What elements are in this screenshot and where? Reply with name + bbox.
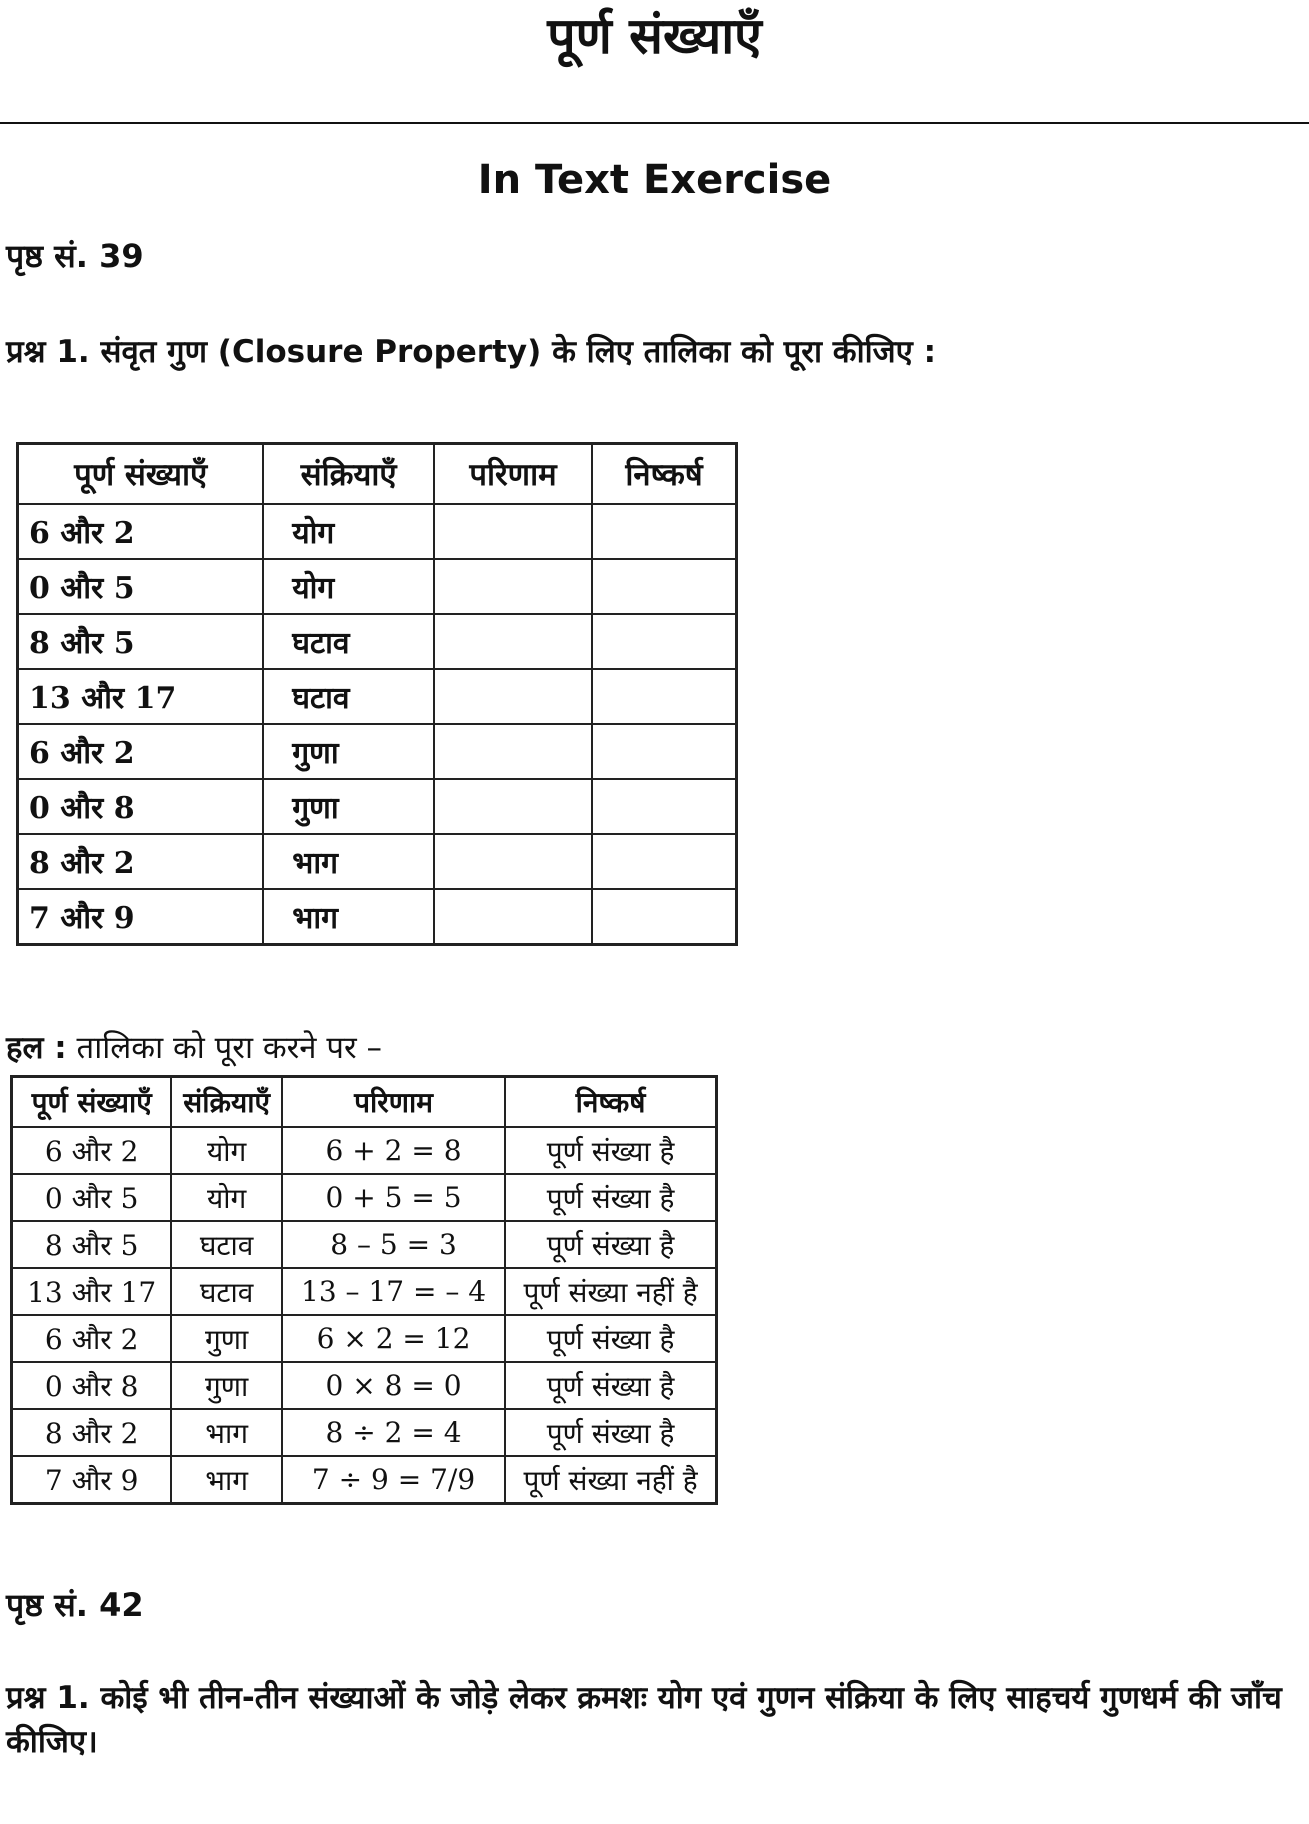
cell-numbers: 0 और 8 [18,779,264,834]
cell-conclusion: पूर्ण संख्या नहीं है [505,1456,716,1504]
question-table [16,442,738,946]
cell-numbers: 6 और 2 [12,1315,172,1362]
section-subtitle: In Text Exercise [477,157,832,203]
cell-operation: भाग [171,1409,282,1456]
cell-numbers: 6 और 2 [12,1127,172,1174]
cell-numbers: 0 और 8 [12,1362,172,1409]
cell-conclusion [592,614,736,669]
page-number-label-39: पृष्ठ सं. 39 [6,237,144,275]
solution-table [10,1075,718,1505]
cell-operation: गुणा [263,724,434,779]
table-row [18,834,737,889]
solution-text: तालिका को पूरा करने पर – [66,1030,383,1066]
table-row [18,669,737,724]
cell-conclusion [592,504,736,559]
table-row [18,504,737,559]
cell-conclusion: पूर्ण संख्या नहीं है [505,1268,716,1315]
cell-result [434,614,592,669]
cell-conclusion [592,724,736,779]
cell-operation: घटाव [263,669,434,724]
cell-conclusion: पूर्ण संख्या है [505,1174,716,1221]
table-row [18,889,737,945]
table-row [12,1315,717,1362]
cell-numbers: 6 और 2 [18,504,264,559]
header-divider [0,122,1309,124]
header-whole-numbers: पूर्ण संख्याएँ [12,1077,172,1128]
header-whole-numbers: पूर्ण संख्याएँ [18,444,264,505]
cell-operation: योग [263,559,434,614]
table-row [18,614,737,669]
table-row [18,724,737,779]
table-row [12,1221,717,1268]
cell-result: 8 – 5 = 3 [282,1221,505,1268]
header-result: परिणाम [434,444,592,505]
table-header-row [12,1077,717,1128]
cell-result: 6 + 2 = 8 [282,1127,505,1174]
table-row [18,779,737,834]
cell-numbers: 0 और 5 [12,1174,172,1221]
cell-conclusion [592,889,736,945]
cell-operation: योग [171,1174,282,1221]
header-conclusion: निष्कर्ष [505,1077,716,1128]
cell-operation: गुणा [171,1315,282,1362]
cell-operation: भाग [263,834,434,889]
table-row [12,1456,717,1504]
cell-result: 13 – 17 = – 4 [282,1268,505,1315]
table-row [18,559,737,614]
cell-conclusion: पूर्ण संख्या है [505,1221,716,1268]
cell-operation: घटाव [263,614,434,669]
cell-result [434,669,592,724]
cell-result [434,834,592,889]
cell-conclusion [592,669,736,724]
cell-conclusion [592,559,736,614]
cell-result [434,504,592,559]
table-row [12,1362,717,1409]
table-row [12,1127,717,1174]
header-operations: संक्रियाएँ [263,444,434,505]
cell-result [434,724,592,779]
cell-operation: भाग [263,889,434,945]
cell-result: 7 ÷ 9 = 7/9 [282,1456,505,1504]
header-result: परिणाम [282,1077,505,1128]
solution-label: हल : [6,1030,67,1066]
cell-operation: घटाव [171,1221,282,1268]
page-title: पूर्ण संख्याएँ [547,7,762,65]
cell-operation: घटाव [171,1268,282,1315]
cell-result [434,779,592,834]
header-conclusion: निष्कर्ष [592,444,736,505]
cell-result: 0 × 8 = 0 [282,1362,505,1409]
cell-result [434,889,592,945]
table-row [12,1268,717,1315]
cell-result: 6 × 2 = 12 [282,1315,505,1362]
cell-numbers: 8 और 2 [12,1409,172,1456]
cell-conclusion: पूर्ण संख्या है [505,1127,716,1174]
solution-intro [6,1028,382,1068]
table-row [12,1409,717,1456]
cell-numbers: 7 और 9 [18,889,264,945]
cell-conclusion: पूर्ण संख्या है [505,1409,716,1456]
cell-operation: गुणा [263,779,434,834]
cell-conclusion: पूर्ण संख्या है [505,1362,716,1409]
header-operations: संक्रियाएँ [171,1077,282,1128]
cell-numbers: 7 और 9 [12,1456,172,1504]
question-1-closure: प्रश्न 1. संवृत गुण (Closure Property) के लिए तालिका को पूरा कीजिए : [6,334,936,370]
page-number-label-42: पृष्ठ सं. 42 [6,1586,144,1624]
cell-operation: योग [263,504,434,559]
table-row [12,1174,717,1221]
cell-numbers: 8 और 5 [18,614,264,669]
cell-conclusion [592,834,736,889]
cell-numbers: 13 और 17 [18,669,264,724]
cell-numbers: 8 और 5 [12,1221,172,1268]
cell-numbers: 0 और 5 [18,559,264,614]
cell-operation: योग [171,1127,282,1174]
cell-numbers: 6 और 2 [18,724,264,779]
cell-result: 8 ÷ 2 = 4 [282,1409,505,1456]
cell-operation: भाग [171,1456,282,1504]
question-1-associative: प्रश्न 1. कोई भी तीन-तीन संख्याओं के जोड़े लेकर क्रमशः योग एवं गुणन संक्रिया के लिए साहचर्य गुणधर्म की जाँच कीजिए। [6,1680,1282,1760]
cell-numbers: 13 और 17 [12,1268,172,1315]
cell-result: 0 + 5 = 5 [282,1174,505,1221]
table-header-row [18,444,737,505]
cell-result [434,559,592,614]
cell-conclusion: पूर्ण संख्या है [505,1315,716,1362]
cell-conclusion [592,779,736,834]
cell-operation: गुणा [171,1362,282,1409]
cell-numbers: 8 और 2 [18,834,264,889]
